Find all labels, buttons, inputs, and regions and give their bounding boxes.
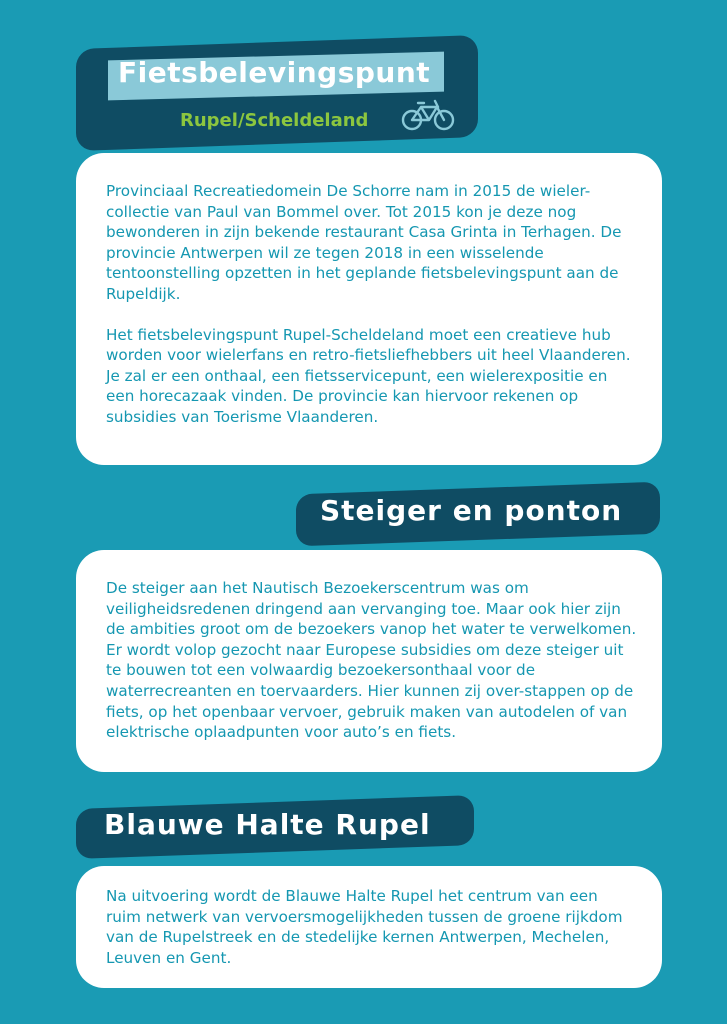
steiger-heading: Steiger en ponton [320, 494, 623, 527]
intro-paragraph-2: Het fietsbelevingspunt Rupel-Scheldeland moet een creatieve hub worden voor wielerfans en retro-fietsliefhebbers uit heel Vlaanderen. Je zal er een onthaal, een fietsservicepunt, een wielerexpositie en een horecazaak vinden. De provincie kan hiervoor rekenen op subsidies van Toerisme Vlaanderen. [106, 325, 631, 426]
bicycle-icon [400, 98, 456, 132]
intro-paragraph-1: Provinciaal Recreatiedomein De Schorre nam in 2015 de wieler-collectie van Paul van Bommel over. Tot 2015 kon je deze nog bewonderen in zijn bekende restaurant Casa Grinta in Terhagen. De provincie Antwerpen wil ze tegen 2018 in een wisselende tentoonstelling opzetten in het geplande fietsbelevingspunt aan de Rupeldijk. [106, 182, 622, 303]
intro-panel [76, 153, 662, 465]
header-title: Fietsbelevingspunt [118, 56, 431, 89]
halte-heading: Blauwe Halte Rupel [104, 808, 431, 841]
halte-text: Na uitvoering wordt de Blauwe Halte Rupel het centrum van een ruim netwerk van vervoersmogelijkheden tussen de groene rijkdom van de Rupelstreek en de stedelijke kernen Antwerpen, Mechelen, Leuven en Gent. [106, 887, 623, 967]
header-subtitle: Rupel/Scheldeland [180, 110, 369, 131]
steiger-text: De steiger aan het Nautisch Bezoekerscentrum was om veiligheidsredenen dringend aan vervanging toe. Maar ook hier zijn de ambities groot om de bezoekers vanop het water te verwelkomen. Er wordt volop gezocht naar Europese subsidies om deze steiger uit te bouwen tot een volwaardig bezoekersonthaal voor de waterrecreanten en toervaarders. Hier kunnen zij over-stappen op de fiets, op het openbaar vervoer, gebruik maken van autodelen of van elektrische oplaadpunten voor auto’s en fiets. [106, 579, 637, 742]
steiger-panel [76, 550, 662, 772]
halte-panel [76, 866, 662, 988]
